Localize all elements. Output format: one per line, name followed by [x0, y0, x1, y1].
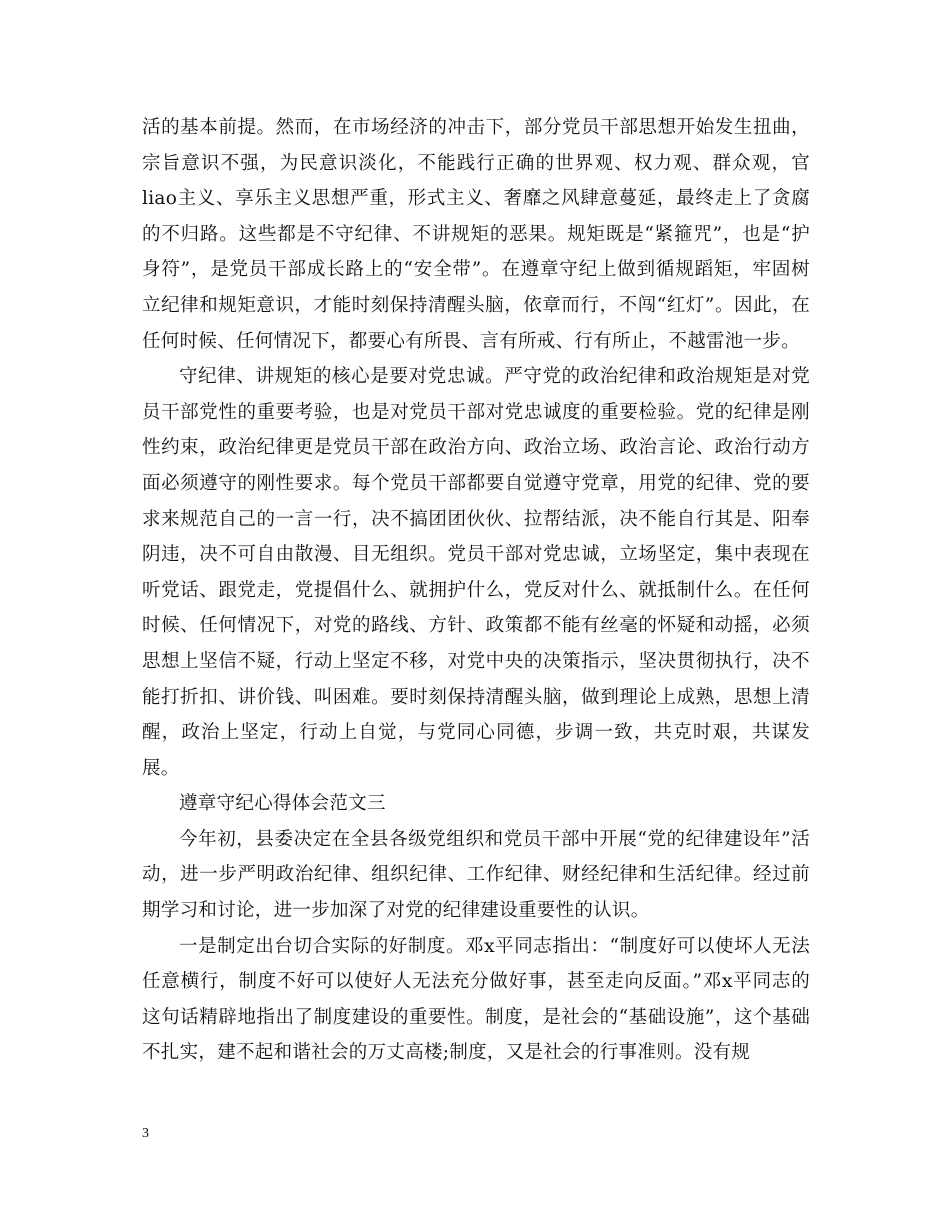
section-heading: 遵章守纪心得体会范文三	[179, 793, 386, 815]
paragraph-continuation: 活的基本前提。然而，在市场经济的冲击下，部分党员干部思想开始发生扭曲，宗旨意识不强，为民意识淡化，不能践行正确的世界观、权力观、群众观，官liao主义、享乐主义思想严重，形式主义、奢靡之风肆意蔓延，最终走上了贪腐的不归路。这些都是不守纪律、不讲规矩的恶果。规矩既是“紧箍咒”，也是“护身符”，是党员干部成长路上的“安全带”。在遵章守纪上做到循规蹈矩，牢固树立纪律和规矩意识，才能时刻保持清醒头脑，依章而行，不闯“红灯”。因此，在任何时候、任何情况下，都要心有所畏、言有所戒、行有所止，不越雷池一步。	[142, 117, 810, 352]
document-body	[142, 110, 810, 1071]
paragraph-system: 一是制定出台切合实际的好制度。邓x平同志指出：“制度好可以使坏人无法任意横行，制度不好可以使好人无法充分做好事，甚至走向反面。”邓x平同志的这句话精辟地指出了制度建设的重要性。制度，是社会的“基础设施”，这个基础不扎实，建不起和谐社会的万丈高楼;制度，又是社会的行事准则。没有规	[142, 935, 810, 1064]
paragraph-intro: 今年初，县委决定在全县各级党组织和党员干部中开展“党的纪律建设年”活动，进一步严明政治纪律、组织纪律、工作纪律、财经纪律和生活纪律。经过前期学习和讨论，进一步加深了对党的纪律建设重要性的认识。	[142, 828, 810, 922]
page-number: 3	[142, 1126, 149, 1141]
paragraph-loyalty: 守纪律、讲规矩的核心是要对党忠诚。严守党的政治纪律和政治规矩是对党员干部党性的重要考验，也是对党员干部对党忠诚度的重要检验。党的纪律是刚性约束，政治纪律更是党员干部在政治方向、政治立场、政治言论、政治行动方面必须遵守的刚性要求。每个党员干部都要自觉遵守党章，用党的纪律、党的要求来规范自己的一言一行，决不搞团团伙伙、拉帮结派，决不能自行其是、阳奉阴违，决不可自由散漫、目无组织。党员干部对党忠诚，立场坚定，集中表现在听党话、跟党走，党提倡什么、就拥护什么，党反对什么、就抵制什么。在任何时候、任何情况下，对党的路线、方针、政策都不能有丝毫的怀疑和动摇，必须思想上坚信不疑，行动上坚定不移，对党中央的决策指示，坚决贯彻执行，决不能打折扣、讲价钱、叫困难。要时刻保持清醒头脑，做到理论上成熟，思想上清醒，政治上坚定，行动上自觉，与党同心同德，步调一致，共克时艰，共谋发展。	[142, 366, 810, 779]
